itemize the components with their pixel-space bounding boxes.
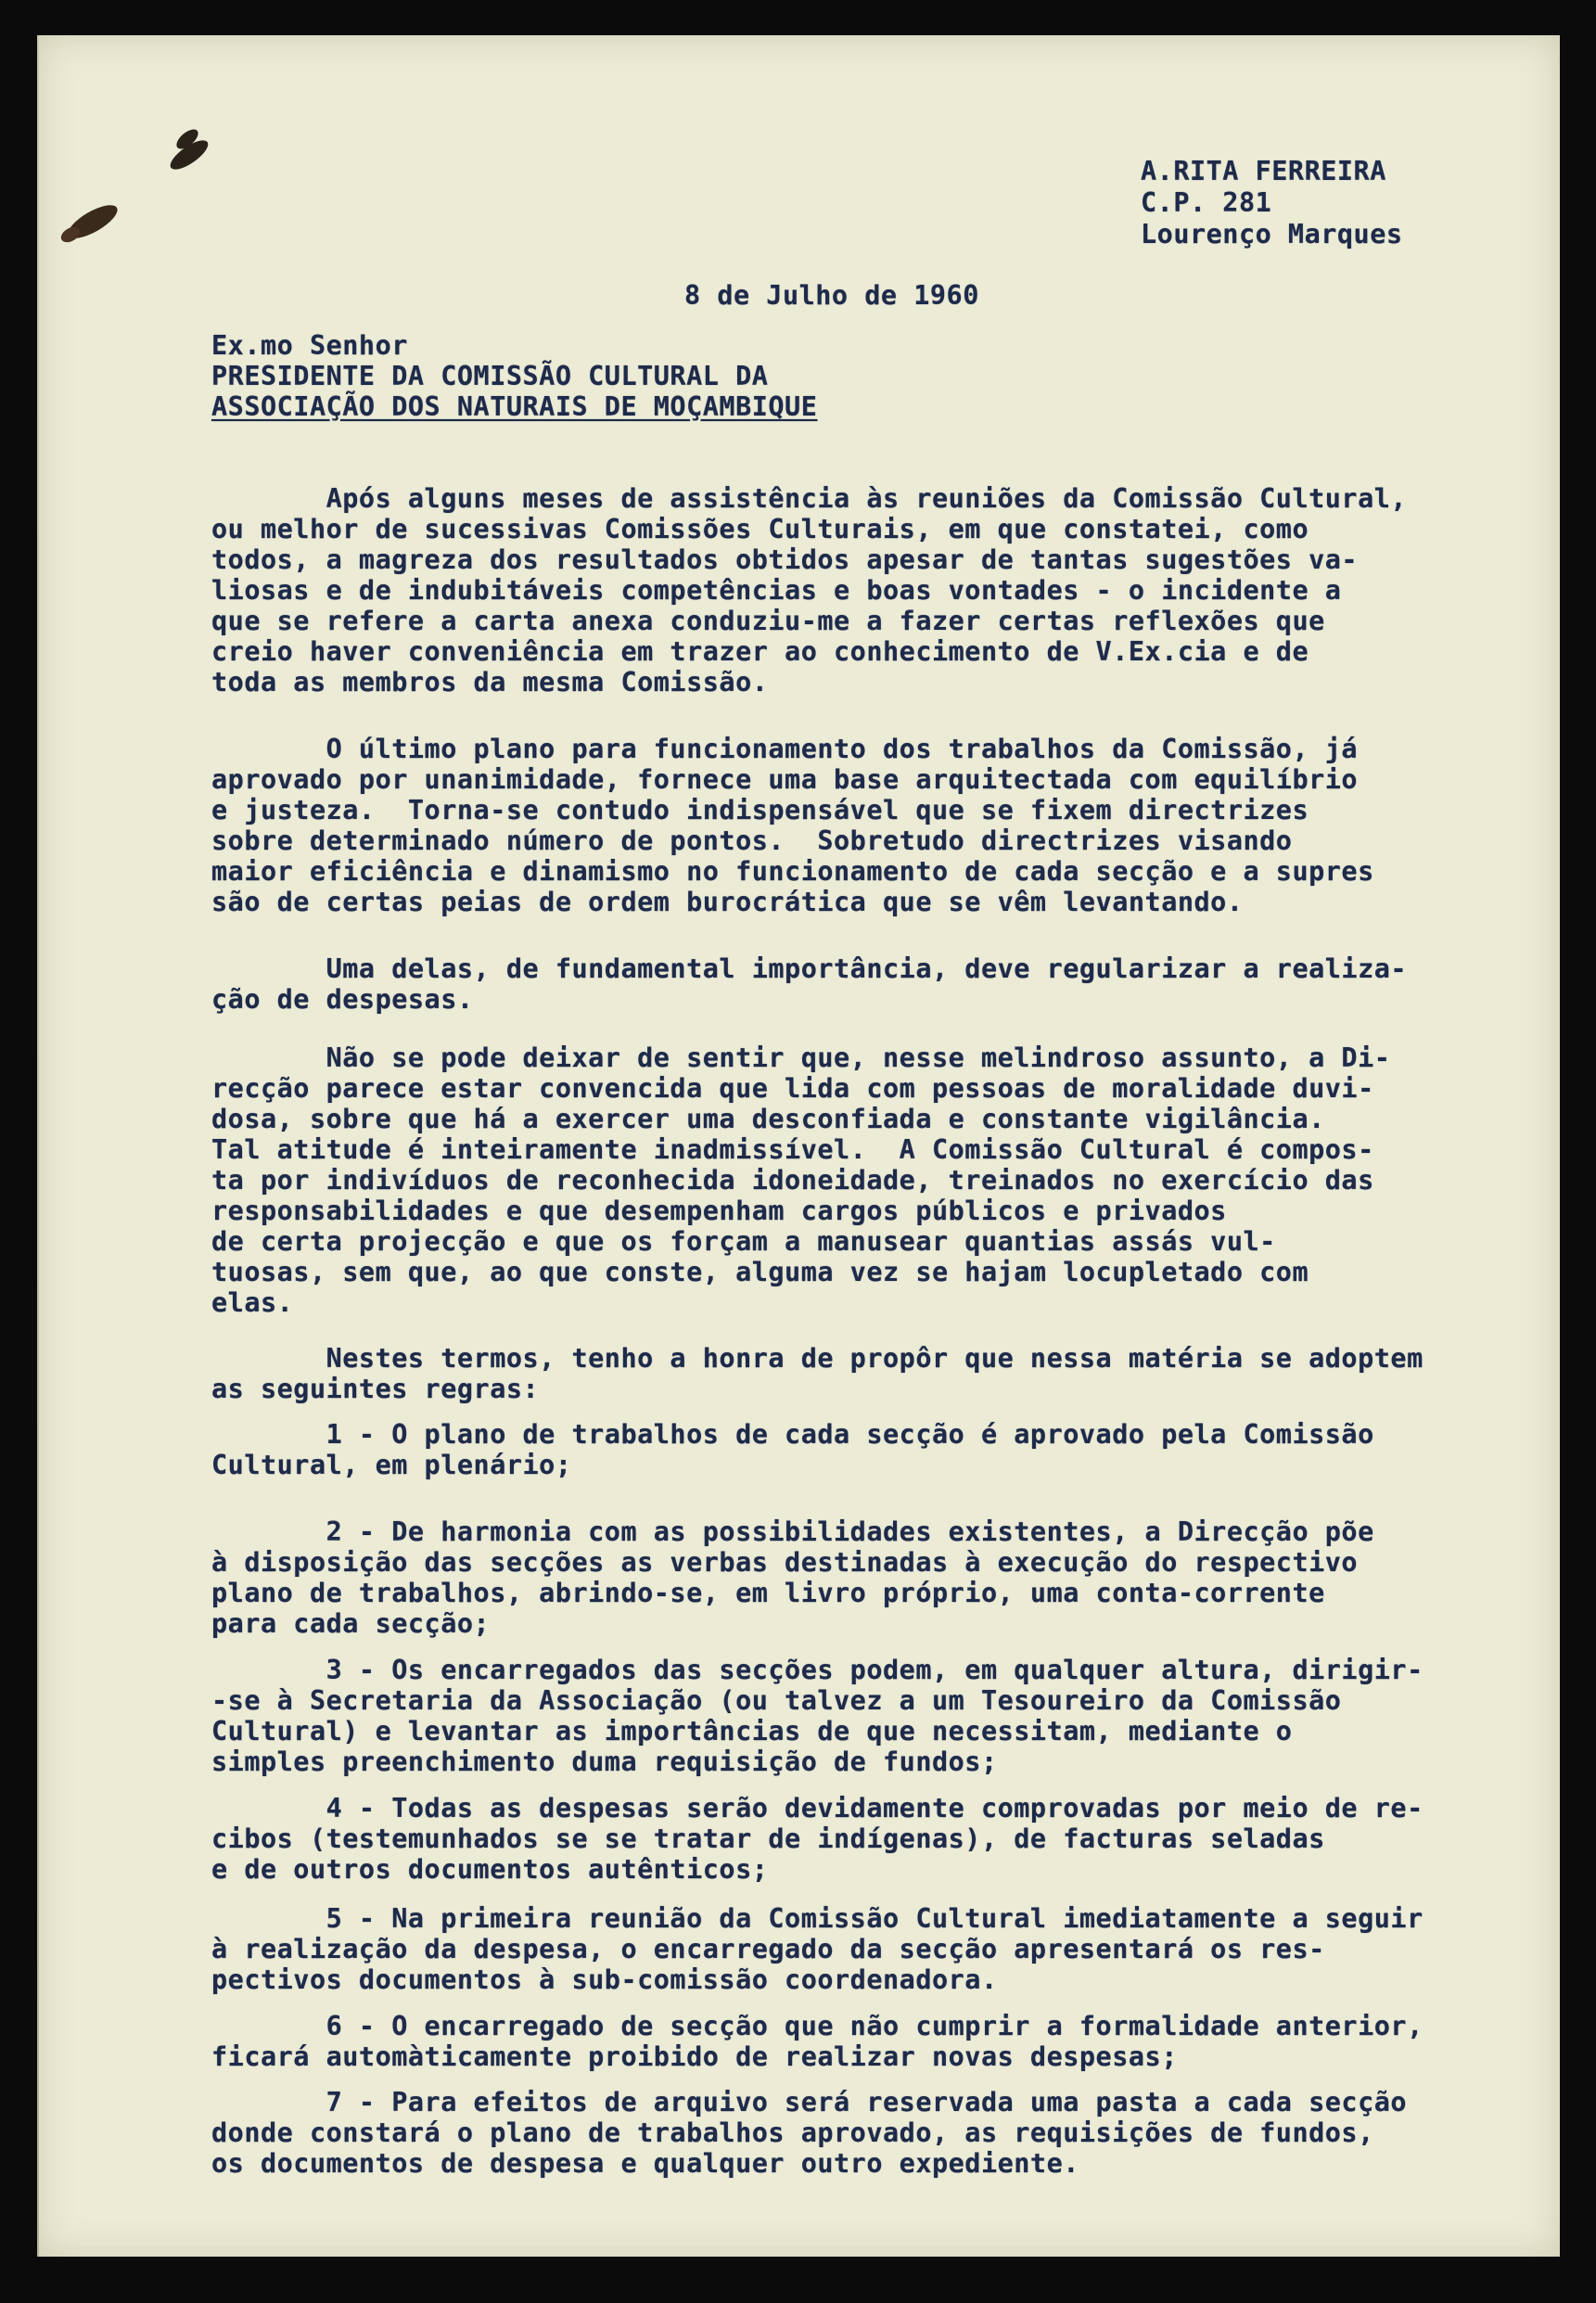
text-line: creio haver conveniência em trazer ao conhecimento de V.Ex.cia e de — [211, 636, 1309, 667]
text-line: sobre determinado número de pontos. Sobretudo directrizes visando — [211, 825, 1293, 856]
text-line: responsabilidades e que desempenham cargos públicos e privados — [211, 1196, 1227, 1226]
letter-date: 8 de Julho de 1960 — [684, 280, 979, 311]
text-line: ção de despesas. — [211, 984, 474, 1015]
text-line: toda as membros da mesma Comissão. — [211, 667, 769, 697]
salutation: Ex.mo Senhor — [211, 330, 408, 361]
paragraph-proposal — [211, 1343, 1560, 1404]
text-line: que se refere a carta anexa conduziu-me a fazer certas reflexões que — [211, 606, 1325, 636]
text-line: Não se pode deixar de sentir que, nesse melindroso assunto, a Di- — [211, 1043, 1391, 1073]
text-line: os documentos de despesa e qualquer outro expediente. — [211, 2148, 1079, 2179]
text-line: são de certas peias de ordem burocrática que se vêm levantando. — [211, 887, 1244, 917]
text-line: 6 - O encarregado de secção que não cumprir a formalidade anterior, — [211, 2011, 1424, 2041]
addressee-line-1: PRESIDENTE DA COMISSÃO CULTURAL DA — [211, 361, 769, 391]
text-line: Cultural) e levantar as importâncias de que necessitam, mediante o — [211, 1716, 1293, 1746]
text-line: elas. — [211, 1287, 294, 1318]
text-line: e justeza. Torna-se contudo indispensável que se fixem directrizes — [211, 795, 1309, 825]
text-line: Uma delas, de fundamental importância, deve regularizar a realiza- — [211, 953, 1408, 984]
rule-4 — [211, 1793, 1560, 1885]
text-line: aprovado por unanimidade, fornece uma base arquitectada com equilíbrio — [211, 764, 1359, 795]
text-line: O último plano para funcionamento dos trabalhos da Comissão, já — [211, 734, 1359, 764]
text-line: pectivos documentos à sub-comissão coordenadora. — [211, 1964, 998, 1995]
text-line: de certa projecção e que os forçam a manusear quantias assás vul- — [211, 1226, 1276, 1257]
rule-3 — [211, 1655, 1560, 1777]
sender-po-box: C.P. 281 — [1141, 187, 1272, 218]
sender-name: A.RITA FERREIRA — [1141, 156, 1386, 186]
rule-2 — [211, 1516, 1560, 1639]
text-line: liosas e de indubitáveis competências e boas vontades - o incidente a — [211, 575, 1342, 606]
text-line: para cada secção; — [211, 1608, 491, 1639]
rule-6 — [211, 2011, 1560, 2072]
text-line: todos, a magreza dos resultados obtidos apesar de tantas sugestões va- — [211, 544, 1359, 575]
rule-1 — [211, 1419, 1560, 1480]
paragraph-intro — [211, 483, 1560, 697]
text-line: -se à Secretaria da Associação (ou talvez a um Tesoureiro da Comissão — [211, 1685, 1342, 1716]
document-page — [37, 35, 1560, 2257]
text-line: Tal atitude é inteiramente inadmissível. A Comissão Cultural é compos- — [211, 1134, 1374, 1165]
text-line: à realização da despesa, o encarregado da secção apresentará os res- — [211, 1934, 1325, 1964]
text-line: 4 - Todas as despesas serão devidamente comprovadas por meio de re- — [211, 1793, 1424, 1823]
text-line: 3 - Os encarregados das secções podem, em qualquer altura, dirigir- — [211, 1655, 1424, 1685]
paragraph-plan — [211, 734, 1560, 917]
text-line: à disposição das secções as verbas destinadas à execução do respectivo — [211, 1547, 1359, 1578]
text-line: simples preenchimento duma requisição de fundos; — [211, 1746, 998, 1777]
text-line: tuosas, sem que, ao que conste, alguma vez se hajam locupletado com — [211, 1257, 1309, 1287]
text-line: plano de trabalhos, abrindo-se, em livro próprio, uma conta-corrente — [211, 1578, 1325, 1608]
text-line: Após alguns meses de assistência às reuniões da Comissão Cultural, — [211, 483, 1408, 514]
paragraph-expenses — [211, 953, 1560, 1015]
text-line: maior eficiência e dinamismo no funcionamento de cada secção e a supres — [211, 856, 1374, 887]
text-line: 1 - O plano de trabalhos de cada secção é aprovado pela Comissão — [211, 1419, 1374, 1450]
rule-7 — [211, 2087, 1560, 2179]
text-line: dosa, sobre que há a exercer uma desconfiada e constante vigilância. — [211, 1104, 1325, 1134]
text-line: 7 - Para efeitos de arquivo será reservada uma pasta a cada secção — [211, 2087, 1408, 2117]
text-line: donde constará o plano de trabalhos aprovado, as requisições de fundos, — [211, 2117, 1374, 2148]
text-line: ficará automàticamente proibido de realizar novas despesas; — [211, 2041, 1178, 2072]
addressee-line-2: ASSOCIAÇÃO DOS NATURAIS DE MOÇAMBIQUE — [211, 391, 818, 422]
sender-city: Lourenço Marques — [1141, 219, 1403, 249]
text-line: as seguintes regras: — [211, 1374, 540, 1404]
text-line: Nestes termos, tenho a honra de propôr que nessa matéria se adoptem — [211, 1343, 1424, 1374]
text-line: Cultural, em plenário; — [211, 1450, 572, 1480]
text-line: ou melhor de sucessivas Comissões Culturais, em que constatei, como — [211, 514, 1309, 544]
text-line: recção parece estar convencida que lida com pessoas de moralidade duvi- — [211, 1073, 1374, 1104]
text-line: 2 - De harmonia com as possibilidades existentes, a Direcção põe — [211, 1516, 1374, 1547]
rule-5 — [211, 1903, 1560, 1995]
page-edge — [37, 35, 39, 2257]
paragraph-direction — [211, 1043, 1560, 1318]
text-line: cibos (testemunhados se se tratar de indígenas), de facturas seladas — [211, 1823, 1325, 1854]
text-line: 5 - Na primeira reunião da Comissão Cultural imediatamente a seguir — [211, 1903, 1424, 1934]
text-line: e de outros documentos autênticos; — [211, 1854, 769, 1885]
text-line: ta por indivíduos de reconhecida idoneidade, treinados no exercício das — [211, 1165, 1374, 1196]
